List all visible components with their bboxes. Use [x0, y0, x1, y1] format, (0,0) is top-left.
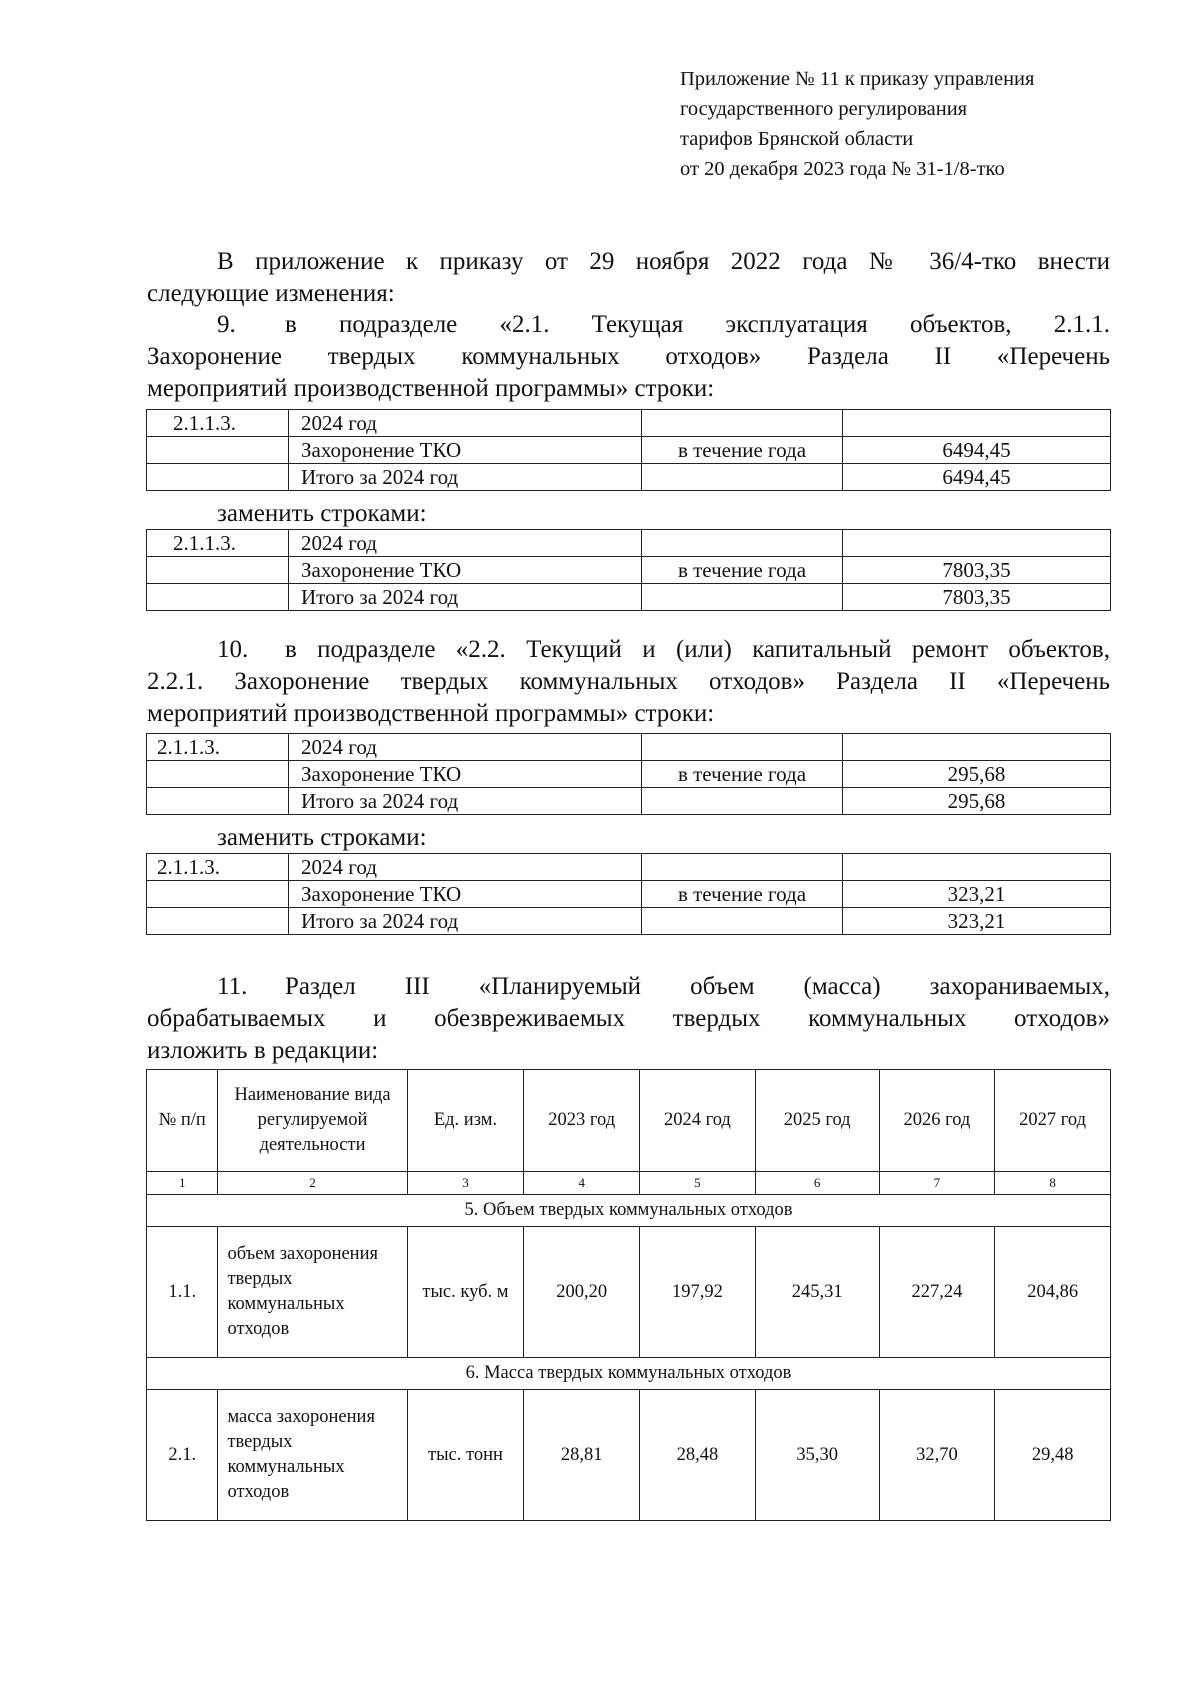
item-9-paragraph	[147, 309, 1110, 405]
row-activity: масса захоронения твердых коммунальных отходов	[218, 1390, 407, 1521]
header-cell: 2027 год	[995, 1070, 1111, 1172]
row-activity: объем захоронения твердых коммунальных отходов	[218, 1227, 407, 1358]
row-code	[147, 881, 289, 908]
item-9-line-2: Захоронение твердых коммунальных отходов» Раздела II «Перечень	[147, 343, 1110, 370]
row-name: Итого за 2024 год	[289, 908, 642, 935]
header-cell: Наименование вида регулируемой деятельности	[218, 1070, 407, 1172]
row-value-2027: 29,48	[995, 1390, 1111, 1521]
section-title: 5. Объем твердых коммунальных отходов	[147, 1195, 1111, 1227]
table-row	[147, 788, 1111, 815]
appendix-line: от 20 декабря 2023 года № 31-1/8-тко	[680, 158, 1005, 180]
header-cell: 2023 год	[524, 1070, 640, 1172]
row-value-2024: 197,92	[640, 1227, 756, 1358]
table-row	[147, 530, 1111, 557]
row-term: в течение года	[642, 761, 843, 788]
row-name: 2024 год	[289, 410, 642, 437]
row-value	[843, 410, 1111, 437]
row-code	[147, 464, 289, 491]
row-code: 2.1.1.3.	[147, 530, 289, 557]
row-value-2027: 204,86	[995, 1227, 1111, 1358]
index-cell: 5	[640, 1172, 756, 1195]
appendix-header	[680, 64, 1120, 184]
item-10-line-1: в подразделе «2.2. Текущий и (или) капитальный ремонт объектов,	[285, 636, 1110, 663]
index-cell: 3	[407, 1172, 524, 1195]
row-value: 6494,45	[843, 437, 1111, 464]
replace-label: заменить строками:	[217, 824, 427, 851]
row-code	[147, 908, 289, 935]
row-term	[642, 788, 843, 815]
row-value-2026: 227,24	[879, 1227, 995, 1358]
item-9-new-rows-table	[146, 529, 1111, 611]
item-10-line-3: мероприятий производственной программы» строки:	[147, 700, 715, 727]
table-row	[147, 854, 1111, 881]
row-value: 7803,35	[843, 584, 1111, 611]
row-code	[147, 584, 289, 611]
item-9-old-rows-table	[146, 409, 1111, 491]
row-name: Итого за 2024 год	[289, 464, 642, 491]
table-row	[147, 761, 1111, 788]
index-cell: 6	[755, 1172, 879, 1195]
table-row	[147, 881, 1111, 908]
row-value: 323,21	[843, 908, 1111, 935]
row-value-2023: 28,81	[524, 1390, 640, 1521]
row-value: 7803,35	[843, 557, 1111, 584]
table-row	[147, 734, 1111, 761]
item-10-number: 10.	[217, 636, 249, 663]
row-term: в течение года	[642, 437, 843, 464]
row-value-2023: 200,20	[524, 1227, 640, 1358]
index-cell: 4	[524, 1172, 640, 1195]
header-cell: 2025 год	[755, 1070, 879, 1172]
item-11-number: 11.	[217, 973, 248, 1000]
planned-volume-table	[146, 1069, 1111, 1521]
header-cell: 2026 год	[879, 1070, 995, 1172]
table-row	[147, 584, 1111, 611]
table-row	[147, 464, 1111, 491]
header-cell: 2024 год	[640, 1070, 756, 1172]
row-code	[147, 557, 289, 584]
row-code: 2.1.1.3.	[147, 410, 289, 437]
item-10-paragraph	[147, 634, 1110, 730]
row-value-2026: 32,70	[879, 1390, 995, 1521]
table-row	[147, 1227, 1111, 1358]
table-row	[147, 410, 1111, 437]
row-unit: тыс. тонн	[407, 1390, 524, 1521]
table-row	[147, 437, 1111, 464]
table-row	[147, 1390, 1111, 1521]
header-cell: Ед. изм.	[407, 1070, 524, 1172]
row-value: 6494,45	[843, 464, 1111, 491]
index-cell: 2	[218, 1172, 407, 1195]
row-value-2025: 35,30	[755, 1390, 879, 1521]
section-title: 6. Масса твердых коммунальных отходов	[147, 1358, 1111, 1390]
item-9-number: 9.	[217, 311, 236, 338]
row-term	[642, 734, 843, 761]
item-11-paragraph	[147, 971, 1110, 1067]
item-11-line-2: обрабатываемых и обезвреживаемых твердых коммунальных отходов»	[147, 1005, 1110, 1032]
row-term	[642, 584, 843, 611]
row-value-2025: 245,31	[755, 1227, 879, 1358]
row-value	[843, 530, 1111, 557]
row-term	[642, 410, 843, 437]
row-number: 1.1.	[147, 1227, 218, 1358]
item-10-new-rows-table	[146, 853, 1111, 935]
item-9-line-3: мероприятий производственной программы» строки:	[147, 375, 715, 402]
replace-label: заменить строками:	[217, 500, 427, 527]
row-term	[642, 530, 843, 557]
row-value-2024: 28,48	[640, 1390, 756, 1521]
row-code: 2.1.1.3.	[147, 854, 289, 881]
intro-line-1: В приложение к приказу от 29 ноября 2022 года № 36/4-тко внести	[217, 248, 1110, 275]
row-term	[642, 908, 843, 935]
row-unit: тыс. куб. м	[407, 1227, 524, 1358]
row-name: 2024 год	[289, 734, 642, 761]
column-index-row	[147, 1172, 1111, 1195]
appendix-line: тарифов Брянской области	[680, 128, 914, 150]
item-11-line-3: изложить в редакции:	[147, 1037, 379, 1064]
index-cell: 1	[147, 1172, 218, 1195]
row-name: Захоронение ТКО	[289, 437, 642, 464]
item-11-line-1: Раздел III «Планируемый объем (масса) захораниваемых,	[285, 973, 1110, 1000]
item-9-line-1: в подразделе «2.1. Текущая эксплуатация объектов, 2.1.1.	[285, 311, 1110, 338]
table-row	[147, 908, 1111, 935]
item-10-line-2: 2.2.1. Захоронение твердых коммунальных отходов» Раздела II «Перечень	[147, 668, 1110, 695]
header-cell: № п/п	[147, 1070, 218, 1172]
row-term	[642, 854, 843, 881]
intro-paragraph	[147, 246, 1110, 310]
row-term	[642, 464, 843, 491]
row-term: в течение года	[642, 557, 843, 584]
row-code: 2.1.1.3.	[147, 734, 289, 761]
row-name: Итого за 2024 год	[289, 584, 642, 611]
row-name: 2024 год	[289, 854, 642, 881]
row-value: 323,21	[843, 881, 1111, 908]
table-row	[147, 557, 1111, 584]
table-header-row	[147, 1070, 1111, 1172]
row-value: 295,68	[843, 788, 1111, 815]
row-name: Захоронение ТКО	[289, 761, 642, 788]
item-10-old-rows-table	[146, 733, 1111, 815]
intro-line-2: следующие изменения:	[147, 280, 395, 307]
row-code	[147, 761, 289, 788]
appendix-line: Приложение № 11 к приказу управления	[680, 68, 1035, 90]
row-code	[147, 437, 289, 464]
row-term: в течение года	[642, 881, 843, 908]
section-row	[147, 1358, 1111, 1390]
row-name: 2024 год	[289, 530, 642, 557]
row-value	[843, 734, 1111, 761]
row-number: 2.1.	[147, 1390, 218, 1521]
index-cell: 7	[879, 1172, 995, 1195]
row-value	[843, 854, 1111, 881]
row-name: Итого за 2024 год	[289, 788, 642, 815]
row-name: Захоронение ТКО	[289, 881, 642, 908]
appendix-line: государственного регулирования	[680, 98, 968, 120]
row-value: 295,68	[843, 761, 1111, 788]
index-cell: 8	[995, 1172, 1111, 1195]
row-code	[147, 788, 289, 815]
row-name: Захоронение ТКО	[289, 557, 642, 584]
section-row	[147, 1195, 1111, 1227]
